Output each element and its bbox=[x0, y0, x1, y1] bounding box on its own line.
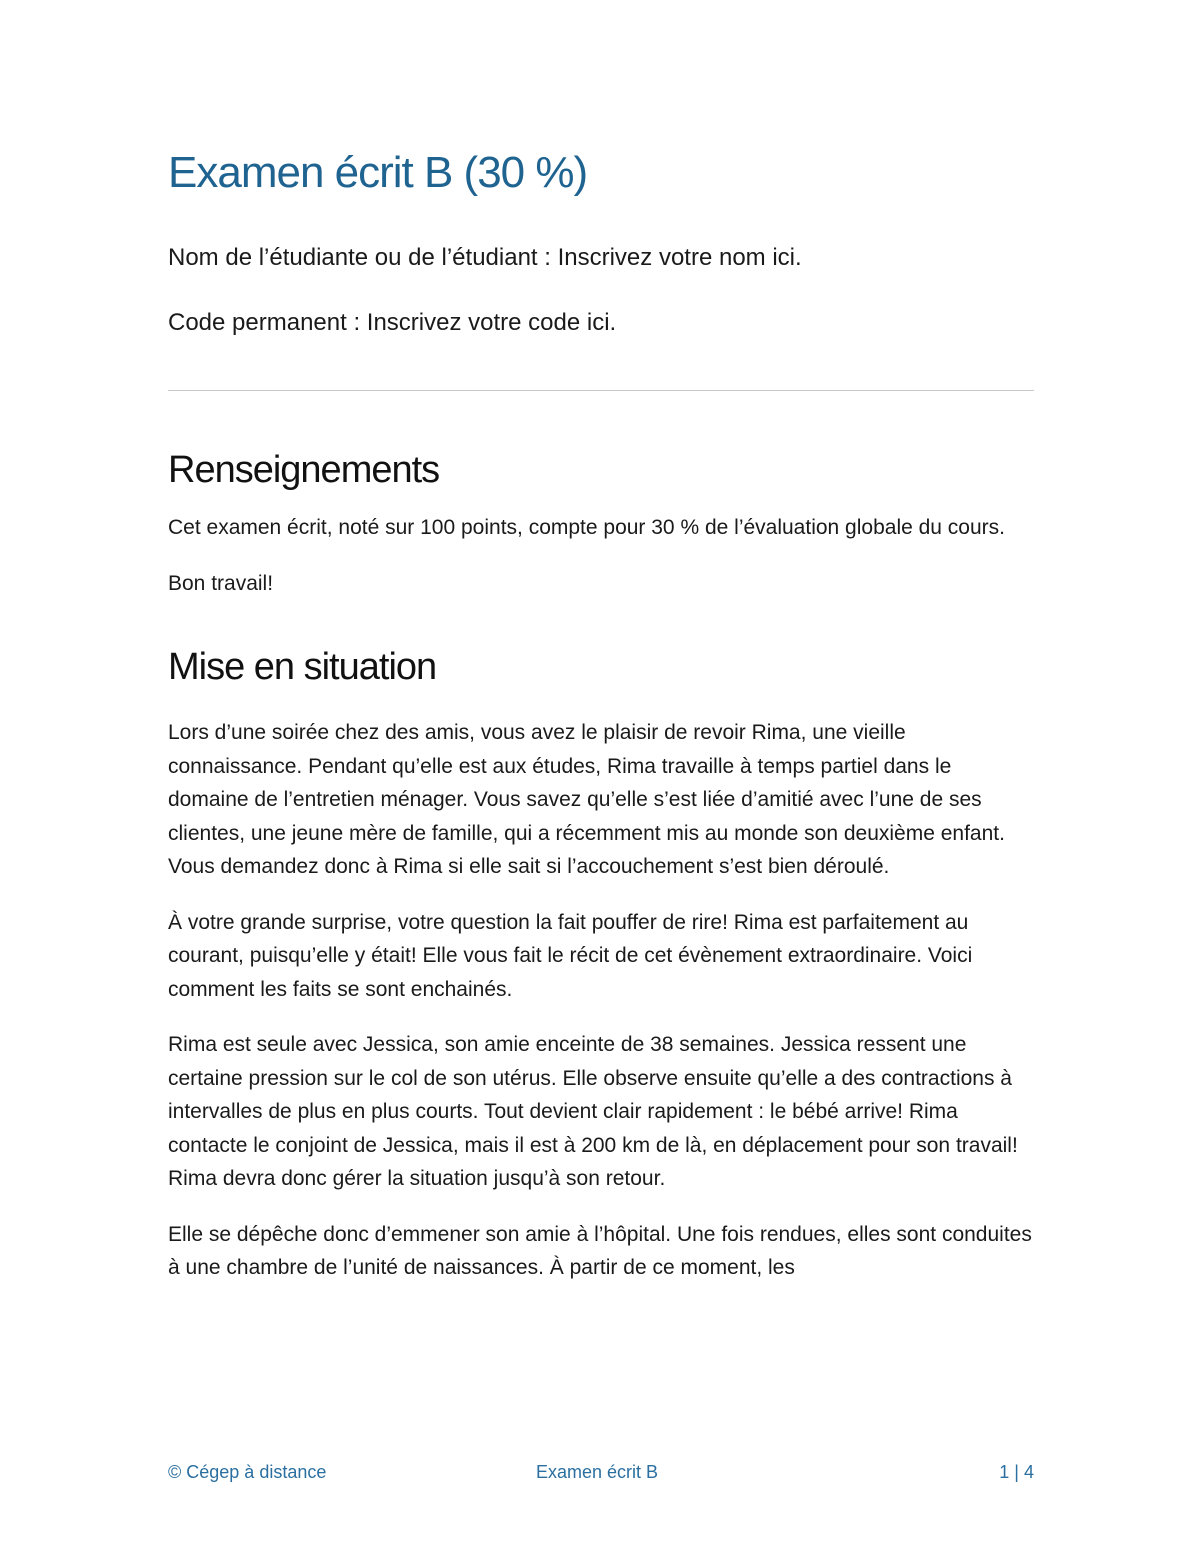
footer-copyright: © Cégep à distance bbox=[168, 1462, 327, 1482]
section-heading: Renseignements bbox=[168, 449, 440, 491]
paragraph: Bon travail! bbox=[168, 571, 274, 595]
permanent-code-field[interactable]: Code permanent : Inscrivez votre code ici. bbox=[168, 309, 617, 336]
document-title: Examen écrit B (30 %) bbox=[168, 148, 588, 197]
paragraph: Elle se dépêche donc d’emmener son amie à l’hôpital. Une fois rendues, elles sont conduites à une chambre de l’unité de naissances. À partir de ce moment, les bbox=[168, 1222, 1032, 1279]
paragraph: Rima est seule avec Jessica, son amie enceinte de 38 semaines. Jessica ressent une certaine pression sur le col de son utérus. Elle observe ensuite qu’elle a des contractions à intervalles de plus en plus courts. Tout devient clair rapidement : le bébé arrive! Rima contacte le conjoint de Jessica, mais il est à 200 km de là, en déplacement pour son travail! Rima devra donc gérer la situation jusqu’à son retour. bbox=[168, 1033, 1018, 1190]
paragraph: À votre grande surprise, votre question la fait pouffer de rire! Rima est parfaitement au courant, puisqu’elle y était! Elle vous fait le récit de cet évènement extraordinaire. Voici comment les faits se sont enchainés. bbox=[168, 910, 973, 1001]
horizontal-divider bbox=[168, 390, 1034, 391]
paragraph: Lors d’une soirée chez des amis, vous avez le plaisir de revoir Rima, une vieille connaissance. Pendant qu’elle est aux études, Rima travaille à temps partiel dans le domaine de l’entretien ménager. Vous savez qu’elle s’est liée d’amitié avec l’une de ses clientes, une jeune mère de famille, qui a récemment mis au monde son deuxième enfant. Vous demandez donc à Rima si elle sait si l’accouchement s’est bien déroulé. bbox=[168, 721, 1005, 878]
section-mise-en-situation bbox=[168, 640, 1034, 1285]
section-heading: Mise en situation bbox=[168, 646, 437, 688]
footer-page-number: 1 | 4 bbox=[999, 1462, 1034, 1482]
section-renseignements bbox=[168, 443, 1034, 600]
student-name-field[interactable]: Nom de l’étudiante ou de l’étudiant : Inscrivez votre nom ici. bbox=[168, 244, 802, 271]
footer-document-name: Examen écrit B bbox=[536, 1462, 659, 1482]
paragraph: Cet examen écrit, noté sur 100 points, compte pour 30 % de l’évaluation globale du cours. bbox=[168, 516, 1005, 539]
document-content bbox=[168, 140, 1034, 1285]
page-footer bbox=[168, 1458, 1034, 1486]
